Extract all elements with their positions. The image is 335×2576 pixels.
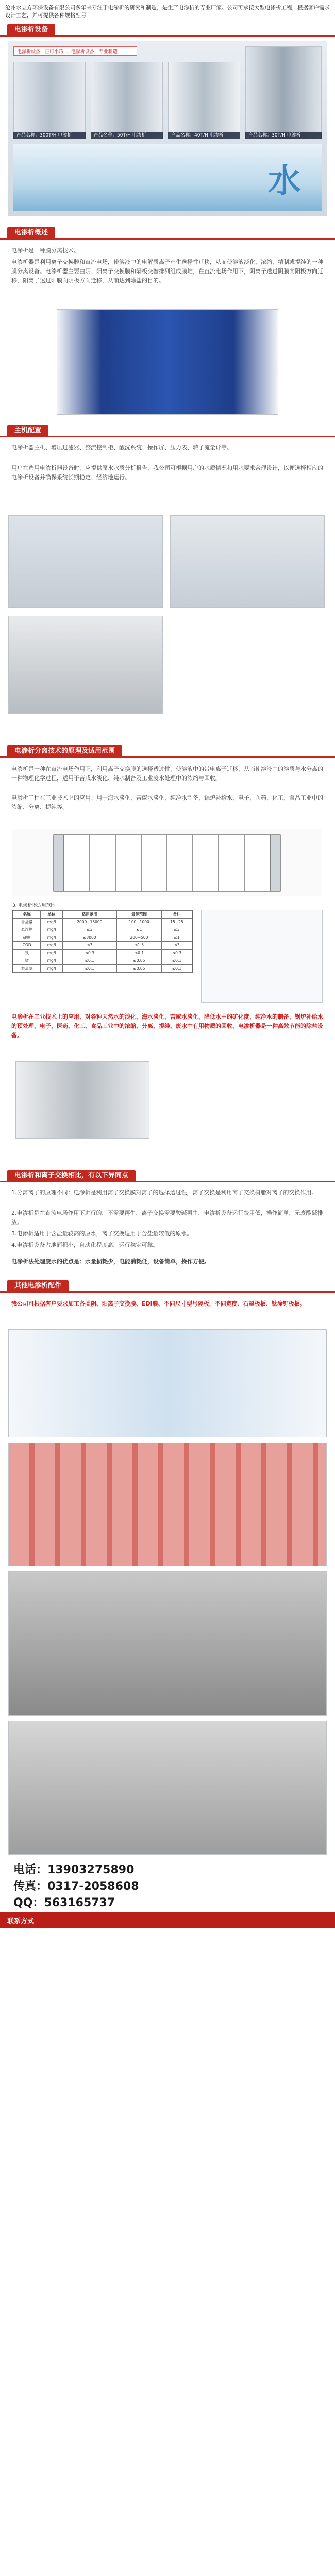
config-p1: 电渗析器主机、增压过滤器、整流控制柜、酸洗系统、操作屏、压力表、转子流量计等。 — [11, 444, 232, 451]
table-cell: ≤0.1 — [161, 957, 192, 965]
contact-qq[interactable]: QQ：563165737 — [13, 1896, 115, 1909]
table-cell: ≤3 — [161, 942, 192, 950]
tab-compare[interactable]: 电渗析和离子交换相比，有以下异同点 — [7, 1170, 136, 1181]
table-cell: ≤0.1 — [62, 957, 116, 965]
slogan-box — [13, 46, 137, 56]
table-cell: 铁 — [13, 950, 41, 957]
table-cell: 含盐量 — [13, 919, 41, 926]
table-cell: ≤3 — [161, 926, 192, 934]
water-splash — [13, 144, 322, 211]
table-row — [13, 957, 192, 965]
table-header: 备注 — [161, 911, 192, 919]
table-cell: ≤1 — [161, 934, 192, 942]
principle-p2: 电渗析工程在工业技术上的应用：用于海水淡化、苦咸水淡化、纯净水制备、锅炉补给水、电子、医药、化工、食品工业中的浓缩、分离、提纯等。 — [11, 794, 323, 810]
table-cell: ≤0.1 — [161, 965, 192, 973]
divider — [0, 35, 335, 37]
section-config-header — [0, 420, 335, 439]
caption-3: 产品名称：40T/H 电渗析 — [168, 132, 240, 139]
tab-spares[interactable]: 其他电渗析配件 — [7, 1280, 69, 1292]
electrodialysis-stack-photo — [57, 309, 278, 415]
section-spares-header — [0, 1276, 335, 1294]
contact-phone[interactable]: 电话：13903275890 — [13, 1863, 135, 1876]
table-cell: ≤0.3 — [62, 950, 116, 957]
table-cell: 15~25 — [161, 919, 192, 926]
table-cell: 游离氯 — [13, 965, 41, 973]
table-cell: mg/l — [41, 942, 62, 950]
principle-p1: 电渗析是一种在直流电场作用下，利用离子交换膜的选择透过性，使溶液中的带电离子迁移，从而使溶液中的溶质与水分离的一种物理化学过程，适用于苦咸水淡化、纯水制备及工业废水处理中的浓缩与回收。 — [11, 766, 323, 782]
product-photo-1 — [13, 62, 86, 139]
table-cell: ≤1.5 — [117, 942, 162, 950]
overview-p1: 电渗析是一种膜分离技术。 — [11, 247, 79, 254]
compare-item-1: 1.分离离子的原理不同：电渗析是利用离子交换膜对离子的选择透过性，离子交换是利用离子交换树脂对离子的交换作用。 — [11, 1189, 317, 1196]
water-character: 水 — [268, 162, 301, 200]
section-compare-header — [0, 1165, 335, 1184]
tab-equipment[interactable]: 电渗析设备 — [7, 24, 55, 36]
table-row — [13, 934, 192, 942]
schematic-svg — [12, 829, 322, 896]
table-row — [13, 919, 192, 926]
tab-principle[interactable]: 电渗析分离技术的原理及适用范围 — [7, 745, 122, 757]
electrodialysis-schematic — [12, 829, 322, 896]
product-photo-2 — [91, 62, 163, 139]
tab-overview[interactable]: 电渗析概述 — [7, 227, 55, 239]
section-principle-header — [0, 741, 335, 759]
equipment-banner — [8, 41, 327, 216]
table-header: 最佳范围 — [117, 911, 162, 919]
table-cell: ≤0.05 — [117, 957, 162, 965]
compare-item-4: 4.电渗析设备占地面积小，自动化程度高，运行稳定可靠。 — [11, 1242, 159, 1248]
table-title: 3. 电渗析器适用范围 — [12, 903, 56, 908]
config-photo-2 — [170, 515, 325, 608]
overview-p2: 电渗析器是利用离子交换膜和直流电场，使溶液中的电解质离子产生选择性迁移，从而使溶液淡化、浓缩、精制或提纯的一种膜分离设备。电渗析器主要由阴、阳离子交换膜和隔板交替排列组成膜堆，在直流电场作用下，阴离子透过阴膜向阳极方向迁移，阳离子透过阳膜向阴极方向迁移，从而达到除盐的目的。 — [11, 259, 323, 284]
frame-photo — [8, 1721, 327, 1855]
table-cell: ≤0.3 — [161, 950, 192, 957]
compare-item-3: 3.电渗析适用于含盐量较高的原水，离子交换适用于含盐量较低的原水。 — [11, 1230, 193, 1237]
divider — [0, 1181, 335, 1182]
table-header: 单位 — [41, 911, 62, 919]
scope-table — [12, 910, 193, 973]
section-equipment-header — [0, 20, 335, 38]
table-cell: 悬浮物 — [13, 926, 41, 934]
table-cell: COD — [13, 942, 41, 950]
caption-2: 产品名称：50T/H 电渗析 — [91, 132, 163, 139]
table-cell: ≤0.1 — [62, 965, 116, 973]
config-photo-1 — [8, 515, 163, 608]
table-cell: 锰 — [13, 957, 41, 965]
spares-intro: 我公司可根据客户要求加工各类阴、阳离子交换膜、EDI膜、不同尺寸型号隔板，不同宽度、石墨极板、钛涂钌极板。 — [11, 1300, 306, 1307]
table-cell: mg/l — [41, 950, 62, 957]
caption-4: 产品名称：30T/H 电渗析 — [245, 132, 322, 139]
company-intro: 沧州水立方环保设备有限公司多年来专注于电渗析的研究和制造，是生产电渗析的专业厂家。公司可承接大型电渗析工程，根据客户需求设计工艺，并可提供各种规格型号。 — [5, 5, 330, 19]
table-cell: ≤1 — [117, 926, 162, 934]
caption-1: 产品名称：300T/H 电渗析 — [13, 132, 86, 139]
table-cell: ≤0.05 — [117, 965, 162, 973]
table-cell: 硬度 — [13, 934, 41, 942]
table-row — [13, 965, 192, 973]
footer-bar — [0, 1912, 335, 1928]
compare-foot: 电渗析法处理废水的优点是：水量损耗少，电能消耗低，设备简单，操作方便。 — [11, 1258, 210, 1265]
red-membrane-photo — [8, 1443, 327, 1566]
table-cell: mg/l — [41, 919, 62, 926]
table-cell: ≤3 — [62, 926, 116, 934]
table-cell: 100~1000 — [117, 919, 162, 926]
divider — [0, 238, 335, 240]
table-row — [13, 950, 192, 957]
table-header: 名称 — [13, 911, 41, 919]
product-photo-3 — [168, 62, 240, 139]
product-photo-4 — [245, 46, 322, 139]
table-cell: mg/l — [41, 934, 62, 942]
config-photo-3 — [8, 616, 163, 714]
section-overview-header — [0, 223, 335, 241]
config-p2: 用户在选用电渗析器设备时，应提供原水水质分析报告，我公司可根据用户的水质情况和用水要求合理设计，以便选择相应的电渗析设备并确保系统长期稳定、经济地运行。 — [11, 465, 323, 481]
divider — [0, 436, 335, 437]
table-cell: mg/l — [41, 926, 62, 934]
table-row — [13, 926, 192, 934]
contact-fax: 传真：0317-2058608 — [13, 1880, 139, 1893]
membrane-rolls-photo — [8, 1329, 327, 1437]
principle-side-panel — [201, 910, 323, 1003]
table-row — [13, 942, 192, 950]
divider — [0, 1291, 335, 1293]
table-cell: 2000~15000 — [62, 919, 116, 926]
tab-config[interactable]: 主机配置 — [7, 425, 48, 436]
table-cell: ≤3 — [62, 942, 116, 950]
table-cell: mg/l — [41, 965, 62, 973]
table-cell: ≤3000 — [62, 934, 116, 942]
slogan-text: 电渗析设备，正可小巧 — 电渗析设备，专业制造 — [17, 49, 118, 55]
divider — [0, 756, 335, 758]
table-cell: 200~500 — [117, 934, 162, 942]
principle-note: 电渗析在工业技术上的应用，对各种天然水的淡化，海水淡化，苦咸水淡化，降低水中的矿化度，纯净水的制备，锅炉补给水的预处理，电子、医药、化工、食品工业中的浓缩、分离、提纯，废水中有用物质的回收，电渗析器是一种高效节能的除盐设备。 — [11, 1013, 323, 1039]
footer-label: 联系方式 — [7, 1918, 35, 1925]
spacer-photo — [8, 1571, 327, 1716]
table-cell: mg/l — [41, 957, 62, 965]
table-header: 适用范围 — [62, 911, 116, 919]
table-cell: ≤0.1 — [117, 950, 162, 957]
compare-item-2: 2.电渗析是在直流电场作用下进行的，不需要再生，离子交换需要酸碱再生，电渗析设备运行费用低，操作简单，无废酸碱排放。 — [11, 1210, 323, 1226]
stack-photo — [15, 1061, 149, 1139]
